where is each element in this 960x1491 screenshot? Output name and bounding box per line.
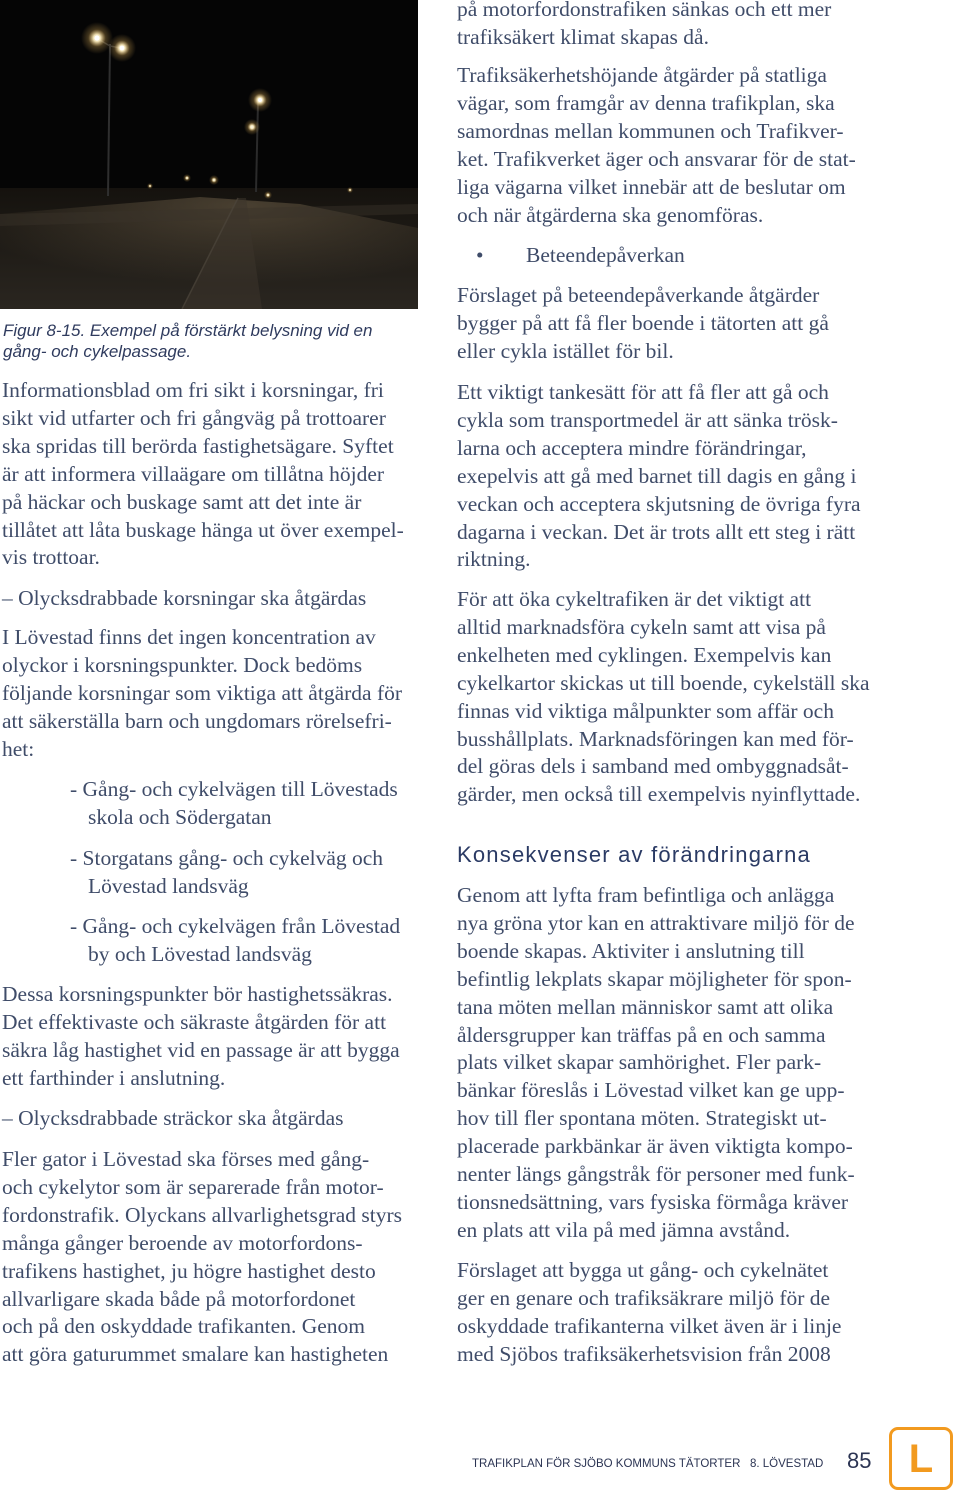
accident-stretches-heading: – Olycksdrabbade sträckor ska åtgärdas (2, 1106, 344, 1130)
paragraph-line: finnas vid viktiga målpunkter som affär och (457, 698, 834, 723)
paragraph-line: trafiksäkert klimat skapas då. (457, 24, 709, 49)
continued-paragraph (457, 0, 831, 52)
paragraph-line: och på den oskyddade trafikanten. Genom (2, 1314, 365, 1339)
paragraph-line: Förslaget på beteendepåverkande åtgärder (457, 283, 820, 307)
paragraph-line: olyckor i korsningspunkter. Dock bedöms (2, 652, 363, 677)
paragraph-line: på motorfordonstrafiken sänkas och ett mer (457, 0, 832, 21)
paragraph-line: cykla som transportmedel är att sänka trösk- (457, 407, 838, 432)
paragraph-line: samordnas mellan kommunen och Trafikver- (457, 118, 844, 143)
paragraph-line: veckan och acceptera skjutsning de övriga fyra (457, 491, 861, 516)
paragraph-line: oskyddade trafikanterna vilket även är i linje (457, 1313, 842, 1338)
paragraph-line: Fler gator i Lövestad ska förses med gång- (2, 1147, 370, 1171)
intersections-paragraph (2, 624, 402, 764)
stretches-paragraph (2, 1146, 402, 1369)
paragraph-line: Genom att lyfta fram befintliga och anlägga (457, 883, 835, 907)
paragraph-line: tionsnedsättning, vars fysiska förmåga kräver (457, 1189, 849, 1214)
distant-light (347, 187, 353, 193)
paragraph-line: åldersgrupper kan träffas på en och samma (457, 1022, 826, 1047)
list-item-line: Lövestad landsväg (88, 873, 249, 898)
paragraph-line: att säkerställa barn och ungdomars rörelsefri- (2, 708, 392, 733)
paragraph-line: larna och acceptera mindre förändringar, (457, 435, 807, 460)
paragraph-line: vis trottoar. (2, 545, 100, 570)
footer-document-title: TRAFIKPLAN FÖR SJÖBO KOMMUNS TÄTORTER (472, 1458, 741, 1470)
paragraph-line: gärder, men också till exempelvis nyinflyttade. (457, 782, 861, 807)
behaviour-proposal-paragraph (457, 282, 829, 366)
street-lamp-core (258, 98, 262, 102)
street-lamp-core (94, 35, 99, 40)
paragraph-line: ska spridas till berörda fastighetsägare. Syftet (2, 433, 394, 458)
paragraph-line: ett farthinder i anslutning. (2, 1065, 226, 1090)
chapter-tab (889, 1427, 953, 1490)
list-item-line: by och Lövestad landsväg (88, 941, 312, 966)
paragraph-line: riktning. (457, 547, 531, 572)
paragraph-line: För att öka cykeltrafiken är det viktigt att (457, 587, 812, 611)
paragraph-line: befintlig lekplats skapar möjligheter för spon- (457, 966, 852, 991)
bullet-marker: • (476, 243, 484, 267)
paragraph-line: och cykelytor som är separerade från motor- (2, 1174, 384, 1199)
paragraph-line: Informationsblad om fri sikt i korsningar, fri (2, 378, 384, 402)
chapter-tab-letter: L (908, 1436, 934, 1481)
paragraph-line: eller cykla istället för bil. (457, 338, 674, 363)
paragraph-line: sikt vid utfarter och fri gångväg på trottoarer (2, 405, 386, 430)
paragraph-line: bygger på att få fler boende i tätorten att gå (457, 310, 829, 335)
list-item (70, 913, 400, 969)
list-item-line: - Storgatans gång- och cykelväg och (70, 846, 384, 870)
paragraph-line: hov till fler spontana möten. Strategiskt ut- (457, 1106, 827, 1131)
speed-safety-paragraph (2, 981, 400, 1093)
distant-light (264, 191, 272, 199)
paragraph-line: busshållplats. Marknadsföringen kan med för- (457, 726, 854, 751)
paragraph-line: ket. Trafikverket äger och ansvarar för de stat- (457, 146, 856, 171)
paragraph-line: nenter längs gångstråk för personer med funk- (457, 1162, 855, 1187)
list-item-line: - Gång- och cykelvägen till Lövestads (70, 777, 398, 801)
sight-info-paragraph (2, 377, 404, 572)
paragraph-line: en plats att vila på med jämna avstånd. (457, 1217, 791, 1242)
paragraph-line: trafikens hastighet, ju högre hastighet desto (2, 1258, 376, 1283)
distant-light (183, 174, 191, 182)
paragraph-line: många gånger beroende av motorfordons- (2, 1230, 363, 1255)
paragraph-line: del göras dels i samband med ombyggnadsåt- (457, 754, 849, 779)
figure-caption (3, 320, 372, 362)
paragraph-line: att göra gaturummet smalare kan hastigheten (2, 1342, 389, 1367)
network-proposal-paragraph (457, 1257, 841, 1369)
behaviour-bullet-heading: Beteendepåverkan (526, 243, 685, 267)
state-roads-paragraph (457, 62, 856, 229)
paragraph-line: nya gröna ytor kan en attraktivare miljö för de (457, 910, 855, 935)
paragraph-line: Förslaget att bygga ut gång- och cykelnätet (457, 1258, 829, 1282)
paragraph-line: fordonstrafik. Olyckans allvarlighetsgrad styrs (2, 1202, 403, 1227)
list-item-line: skola och Södergatan (88, 804, 272, 829)
paragraph-line: het: (2, 736, 35, 761)
paragraph-line: dagarna i veckan. Det är trots allt ett steg i rätt (457, 519, 856, 544)
paragraph-line: Dessa korsningspunkter bör hastighetssäkras. (2, 982, 393, 1006)
paragraph-line: tana möten mellan människor samt att olika (457, 994, 834, 1019)
paragraph-line: och när åtgärderna ska genomföras. (457, 202, 764, 227)
street-lamp (244, 119, 260, 135)
caption-line: Figur 8-15. Exempel på förstärkt belysning vid en (3, 321, 373, 340)
accident-intersections-heading: – Olycksdrabbade korsningar ska åtgärdas (2, 586, 367, 610)
list-item (70, 845, 383, 901)
paragraph-line: på häckar och buskage samt att det inte är (2, 489, 362, 514)
paragraph-line: cykelkartor skickas ut till boende, cykelställ ska (457, 670, 870, 695)
paragraph-line: vägar, som framgår av denna trafikplan, ska (457, 90, 835, 115)
paragraph-line: Trafiksäkerhetshöjande åtgärder på statliga (457, 63, 827, 87)
distant-light (209, 175, 219, 185)
paragraph-line: I Lövestad finns det ingen koncentration av (2, 625, 376, 649)
list-item (70, 776, 398, 832)
paragraph-line: Ett viktigt tankesätt för att få fler att gå och (457, 380, 829, 404)
paragraph-line: plats vilket skapar samhörighet. Fler park- (457, 1050, 822, 1075)
paragraph-line: allvarligare skada både på motorfordonet (2, 1286, 356, 1311)
cycling-marketing-paragraph (457, 586, 870, 809)
paragraph-line: Det effektivaste och säkraste åtgärden för att (2, 1009, 387, 1034)
paragraph-line: placerade parkbänkar är även viktigta kompo- (457, 1134, 853, 1159)
footer-chapter: 8. LÖVESTAD (750, 1458, 824, 1470)
caption-line: gång- och cykelpassage. (3, 342, 192, 361)
green-areas-paragraph (457, 882, 855, 1245)
distant-light (147, 183, 153, 189)
paragraph-line: tillåtet att låta buskage hänga ut över exempel- (2, 517, 404, 542)
consequences-heading: Konsekvenser av förändringarna (457, 842, 811, 867)
paragraph-line: enkelheten med cyklingen. Exempelvis kan (457, 642, 832, 667)
paragraph-line: följande korsningar som viktiga att åtgärda för (2, 680, 403, 705)
night-street-photo (0, 0, 418, 309)
page-number: 85 (847, 1448, 872, 1473)
paragraph-line: exepelvis att gå med barnet till dagis en gång i (457, 463, 857, 488)
paragraph-line: alltid marknadsföra cykeln samt att visa på (457, 614, 826, 639)
paragraph-line: ger en genare och trafiksäkrare miljö för de (457, 1285, 831, 1310)
list-item-line: - Gång- och cykelvägen från Lövestad (70, 914, 401, 938)
mindset-paragraph (457, 379, 861, 574)
paragraph-line: säkra låg hastighet vid en passage är att bygga (2, 1037, 400, 1062)
paragraph-line: är att informera villaägare om tillåtna höjder (2, 461, 385, 486)
paragraph-line: bänkar föreslås i Lövestad vilket kan ge upp- (457, 1078, 845, 1103)
street-lamp-core (120, 46, 125, 51)
paragraph-line: liga vägarna vilket innebär att de beslutar om (457, 174, 846, 199)
paragraph-line: med Sjöbos trafiksäkerhetsvision från 2008 (457, 1341, 831, 1366)
paragraph-line: boende skapas. Aktiviter i anslutning till (457, 938, 805, 963)
